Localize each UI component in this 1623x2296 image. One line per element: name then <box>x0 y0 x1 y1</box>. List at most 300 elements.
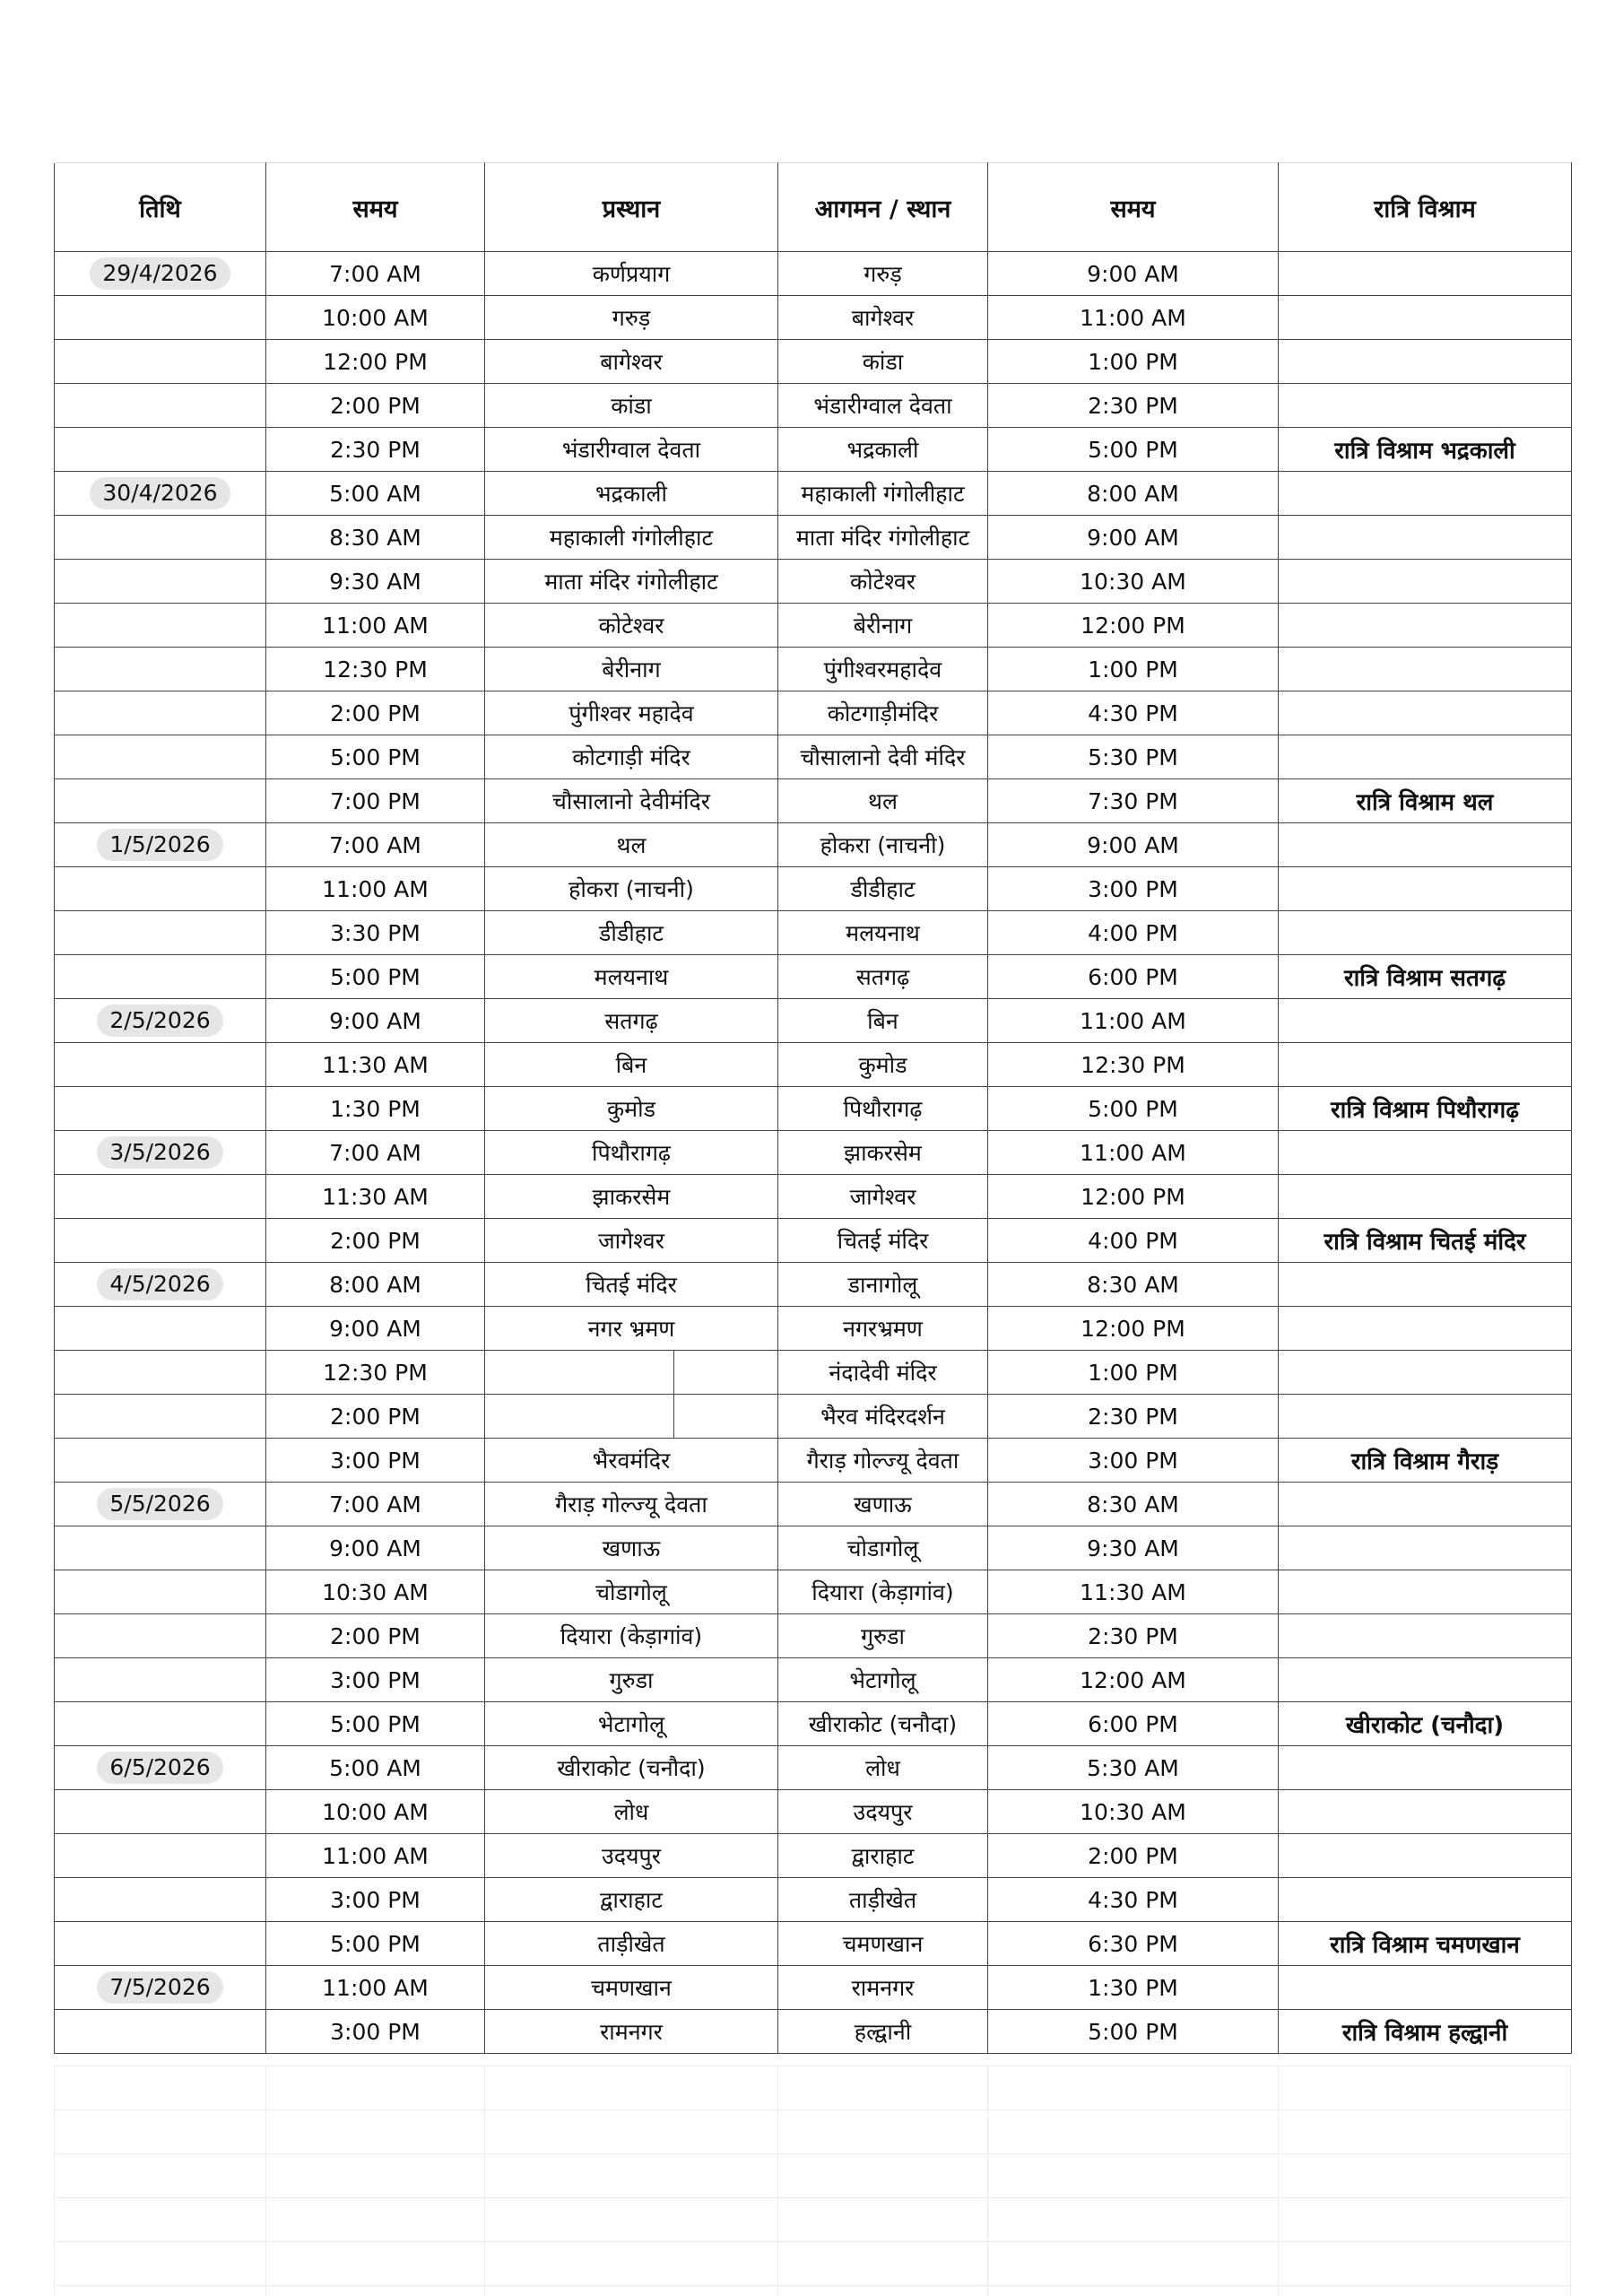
night-stay-cell <box>1279 823 1572 867</box>
night-stay-cell <box>1279 1614 1572 1658</box>
arrival-time-cell: 9:30 AM <box>988 1526 1279 1570</box>
arrival-time-cell: 1:00 PM <box>988 340 1279 384</box>
table-row <box>55 1175 1572 1219</box>
night-stay-cell: रात्रि विश्राम सतगढ़ <box>1279 955 1572 999</box>
departure-time-cell: 2:00 PM <box>266 384 485 428</box>
table-row <box>55 1658 1572 1702</box>
arrival-time-cell: 5:00 PM <box>988 2010 1279 2054</box>
date-cell <box>55 604 266 648</box>
departure-time-cell: 10:00 AM <box>266 296 485 340</box>
arrival-time-cell: 5:30 PM <box>988 735 1279 779</box>
date-cell <box>55 516 266 560</box>
table-row <box>55 1966 1572 2010</box>
night-stay-cell <box>1279 1131 1572 1175</box>
table-row <box>55 428 1572 472</box>
night-stay-cell <box>1279 516 1572 560</box>
arrival-place-cell: जागेश्वर <box>778 1175 988 1219</box>
table-row <box>55 1878 1572 1922</box>
arrival-place-cell: गैराड़ गोल्ज्यू देवता <box>778 1439 988 1483</box>
departure-time-cell: 3:00 PM <box>266 1439 485 1483</box>
arrival-time-cell: 4:30 PM <box>988 1878 1279 1922</box>
arrival-time-cell: 12:00 AM <box>988 1658 1279 1702</box>
night-stay-cell <box>1279 1483 1572 1526</box>
table-row <box>55 1439 1572 1483</box>
night-stay-cell: रात्रि विश्राम गैराड़ <box>1279 1439 1572 1483</box>
itinerary-table <box>54 162 1572 2054</box>
departure-time-cell: 5:00 PM <box>266 955 485 999</box>
arrival-place-cell: द्वाराहाट <box>778 1834 988 1878</box>
date-cell <box>55 428 266 472</box>
header-arrival-time: समय <box>988 163 1279 252</box>
arrival-place-cell: नगरभ्रमण <box>778 1307 988 1351</box>
arrival-place-cell: भंडारीग्वाल देवता <box>778 384 988 428</box>
arrival-time-cell: 2:30 PM <box>988 384 1279 428</box>
table-row <box>55 1395 1572 1439</box>
date-cell <box>55 1966 266 2010</box>
table-row <box>55 911 1572 955</box>
date-cell <box>55 560 266 604</box>
arrival-place-cell: ताड़ीखेत <box>778 1878 988 1922</box>
departure-time-cell: 1:30 PM <box>266 1087 485 1131</box>
departure-cell: पिथौरागढ़ <box>485 1131 778 1175</box>
date-cell <box>55 1746 266 1790</box>
arrival-time-cell: 4:00 PM <box>988 911 1279 955</box>
arrival-place-cell: मलयनाथ <box>778 911 988 955</box>
night-stay-cell <box>1279 472 1572 516</box>
arrival-time-cell: 6:00 PM <box>988 955 1279 999</box>
departure-cell: झाकरसेम <box>485 1175 778 1219</box>
departure-cell: रामनगर <box>485 2010 778 2054</box>
table-row <box>55 999 1572 1043</box>
arrival-place-cell: कोटेश्वर <box>778 560 988 604</box>
departure-time-cell: 3:00 PM <box>266 1658 485 1702</box>
night-stay-cell <box>1279 867 1572 911</box>
header-departure: प्रस्थान <box>485 163 778 252</box>
table-row <box>55 1307 1572 1351</box>
table-row <box>55 1043 1572 1087</box>
departure-cell: कोटेश्वर <box>485 604 778 648</box>
departure-time-cell: 10:00 AM <box>266 1790 485 1834</box>
table-row <box>55 1351 1572 1395</box>
arrival-time-cell: 11:00 AM <box>988 1131 1279 1175</box>
night-stay-cell <box>1279 1351 1572 1395</box>
date-cell <box>55 472 266 516</box>
header-departure-time: समय <box>266 163 485 252</box>
departure-cell: कांडा <box>485 384 778 428</box>
date-cell <box>55 1483 266 1526</box>
arrival-time-cell: 9:00 AM <box>988 252 1279 296</box>
date-cell <box>55 1351 266 1395</box>
departure-cell: कोटगाड़ी मंदिर <box>485 735 778 779</box>
date-cell <box>55 340 266 384</box>
departure-cell: भेटागोलू <box>485 1702 778 1746</box>
departure-time-cell: 2:00 PM <box>266 1614 485 1658</box>
departure-cell <box>485 1395 778 1439</box>
arrival-time-cell: 4:00 PM <box>988 1219 1279 1263</box>
night-stay-cell <box>1279 252 1572 296</box>
departure-cell: गरुड़ <box>485 296 778 340</box>
arrival-time-cell: 2:30 PM <box>988 1614 1279 1658</box>
arrival-time-cell: 1:30 PM <box>988 1966 1279 2010</box>
night-stay-cell <box>1279 1658 1572 1702</box>
date-cell <box>55 1043 266 1087</box>
date-cell <box>55 691 266 735</box>
arrival-place-cell: चमणखान <box>778 1922 988 1966</box>
departure-time-cell: 2:00 PM <box>266 1395 485 1439</box>
table-row <box>55 1790 1572 1834</box>
arrival-time-cell: 7:30 PM <box>988 779 1279 823</box>
arrival-place-cell: भद्रकाली <box>778 428 988 472</box>
departure-time-cell: 10:30 AM <box>266 1570 485 1614</box>
departure-cell: उदयपुर <box>485 1834 778 1878</box>
arrival-time-cell: 5:00 PM <box>988 1087 1279 1131</box>
night-stay-cell <box>1279 1570 1572 1614</box>
departure-time-cell: 7:00 AM <box>266 1483 485 1526</box>
departure-cell: चितई मंदिर <box>485 1263 778 1307</box>
night-stay-cell <box>1279 1175 1572 1219</box>
table-row <box>55 1263 1572 1307</box>
departure-time-cell: 12:00 PM <box>266 340 485 384</box>
table-row <box>55 1746 1572 1790</box>
departure-cell: खणाऊ <box>485 1526 778 1570</box>
departure-time-cell: 9:00 AM <box>266 1526 485 1570</box>
departure-time-cell: 8:30 AM <box>266 516 485 560</box>
date-chip[interactable]: 2/5/2026 <box>97 1004 222 1037</box>
night-stay-cell <box>1279 1878 1572 1922</box>
departure-cell: नगर भ्रमण <box>485 1307 778 1351</box>
departure-cell: चोडागोलू <box>485 1570 778 1614</box>
date-cell <box>55 1307 266 1351</box>
arrival-time-cell: 1:00 PM <box>988 648 1279 691</box>
date-cell <box>55 1526 266 1570</box>
header-night-stay: रात्रि विश्राम <box>1279 163 1572 252</box>
night-stay-cell <box>1279 340 1572 384</box>
night-stay-cell <box>1279 1526 1572 1570</box>
arrival-place-cell: कोटगाड़ीमंदिर <box>778 691 988 735</box>
departure-cell: कर्णप्रयाग <box>485 252 778 296</box>
departure-time-cell: 11:30 AM <box>266 1175 485 1219</box>
night-stay-cell <box>1279 1746 1572 1790</box>
departure-time-cell: 8:00 AM <box>266 1263 485 1307</box>
departure-cell: गैराड़ गोल्ज्यू देवता <box>485 1483 778 1526</box>
departure-time-cell: 3:00 PM <box>266 2010 485 2054</box>
date-cell <box>55 1922 266 1966</box>
date-chip[interactable]: 29/4/2026 <box>90 257 230 290</box>
date-chip[interactable]: 5/5/2026 <box>97 1488 222 1520</box>
arrival-time-cell: 4:30 PM <box>988 691 1279 735</box>
arrival-place-cell: नंदादेवी मंदिर <box>778 1351 988 1395</box>
arrival-place-cell: गुरुडा <box>778 1614 988 1658</box>
departure-cell: खीराकोट (चनौदा) <box>485 1746 778 1790</box>
departure-cell: भैरवमंदिर <box>485 1439 778 1483</box>
arrival-time-cell: 3:00 PM <box>988 867 1279 911</box>
departure-time-cell: 7:00 PM <box>266 779 485 823</box>
date-cell <box>55 1702 266 1746</box>
departure-cell: सतगढ़ <box>485 999 778 1043</box>
departure-time-cell: 5:00 AM <box>266 1746 485 1790</box>
departure-time-cell: 7:00 AM <box>266 823 485 867</box>
departure-time-cell: 2:30 PM <box>266 428 485 472</box>
departure-time-cell: 2:00 PM <box>266 691 485 735</box>
table-row <box>55 1614 1572 1658</box>
date-chip[interactable]: 4/5/2026 <box>97 1268 222 1300</box>
arrival-time-cell: 12:00 PM <box>988 604 1279 648</box>
date-chip[interactable]: 7/5/2026 <box>97 1971 222 2004</box>
departure-time-cell: 7:00 AM <box>266 1131 485 1175</box>
arrival-time-cell: 8:00 AM <box>988 472 1279 516</box>
table-row <box>55 1702 1572 1746</box>
date-cell <box>55 823 266 867</box>
date-cell <box>55 384 266 428</box>
date-cell <box>55 999 266 1043</box>
date-cell <box>55 1790 266 1834</box>
arrival-time-cell: 6:00 PM <box>988 1702 1279 1746</box>
departure-cell: कुमोड <box>485 1087 778 1131</box>
itinerary-body <box>55 252 1572 2054</box>
arrival-time-cell: 11:00 AM <box>988 999 1279 1043</box>
arrival-place-cell: चोडागोलू <box>778 1526 988 1570</box>
night-stay-cell <box>1279 999 1572 1043</box>
arrival-place-cell: भेटागोलू <box>778 1658 988 1702</box>
date-cell <box>55 252 266 296</box>
departure-cell: लोध <box>485 1790 778 1834</box>
arrival-time-cell: 2:30 PM <box>988 1395 1279 1439</box>
departure-time-cell: 11:00 AM <box>266 867 485 911</box>
arrival-place-cell: पुंगीश्वरमहादेव <box>778 648 988 691</box>
departure-cell: बेरीनाग <box>485 648 778 691</box>
departure-cell <box>485 1351 778 1395</box>
table-row <box>55 1087 1572 1131</box>
night-stay-cell <box>1279 384 1572 428</box>
date-chip[interactable]: 3/5/2026 <box>97 1136 222 1169</box>
arrival-place-cell: रामनगर <box>778 1966 988 2010</box>
table-row <box>55 1922 1572 1966</box>
night-stay-cell <box>1279 1263 1572 1307</box>
date-cell <box>55 779 266 823</box>
header-arrival-place: आगमन / स्थान <box>778 163 988 252</box>
arrival-place-cell: भैरव मंदिरदर्शन <box>778 1395 988 1439</box>
departure-cell: जागेश्वर <box>485 1219 778 1263</box>
arrival-time-cell: 1:00 PM <box>988 1351 1279 1395</box>
table-row <box>55 1131 1572 1175</box>
table-row <box>55 867 1572 911</box>
departure-time-cell: 7:00 AM <box>266 252 485 296</box>
table-row <box>55 1526 1572 1570</box>
night-stay-cell: रात्रि विश्राम चमणखान <box>1279 1922 1572 1966</box>
itinerary-sheet <box>54 162 1571 2054</box>
date-cell <box>55 1570 266 1614</box>
table-row <box>55 384 1572 428</box>
night-stay-cell <box>1279 735 1572 779</box>
night-stay-cell: रात्रि विश्राम चितई मंदिर <box>1279 1219 1572 1263</box>
departure-cell: गुरुडा <box>485 1658 778 1702</box>
table-row <box>55 735 1572 779</box>
night-stay-cell <box>1279 1395 1572 1439</box>
table-row <box>55 340 1572 384</box>
date-cell <box>55 867 266 911</box>
departure-time-cell: 2:00 PM <box>266 1219 485 1263</box>
night-stay-cell <box>1279 1307 1572 1351</box>
departure-cell: महाकाली गंगोलीहाट <box>485 516 778 560</box>
date-cell <box>55 1834 266 1878</box>
arrival-time-cell: 6:30 PM <box>988 1922 1279 1966</box>
departure-time-cell: 9:30 AM <box>266 560 485 604</box>
departure-time-cell: 5:00 AM <box>266 472 485 516</box>
arrival-time-cell: 9:00 AM <box>988 823 1279 867</box>
date-chip[interactable]: 30/4/2026 <box>90 477 230 509</box>
night-stay-cell: रात्रि विश्राम हल्द्वानी <box>1279 2010 1572 2054</box>
arrival-place-cell: चौसालानो देवी मंदिर <box>778 735 988 779</box>
table-row <box>55 560 1572 604</box>
date-cell <box>55 1878 266 1922</box>
date-cell <box>55 1658 266 1702</box>
arrival-place-cell: सतगढ़ <box>778 955 988 999</box>
arrival-time-cell: 10:30 AM <box>988 560 1279 604</box>
departure-time-cell: 3:30 PM <box>266 911 485 955</box>
table-row <box>55 779 1572 823</box>
departure-cell: थल <box>485 823 778 867</box>
arrival-place-cell: डीडीहाट <box>778 867 988 911</box>
arrival-place-cell: उदयपुर <box>778 1790 988 1834</box>
arrival-place-cell: लोध <box>778 1746 988 1790</box>
table-row <box>55 604 1572 648</box>
departure-time-cell: 9:00 AM <box>266 999 485 1043</box>
table-row <box>55 472 1572 516</box>
arrival-place-cell: पिथौरागढ़ <box>778 1087 988 1131</box>
table-row <box>55 252 1572 296</box>
night-stay-cell <box>1279 296 1572 340</box>
departure-time-cell: 11:30 AM <box>266 1043 485 1087</box>
date-cell <box>55 1395 266 1439</box>
night-stay-cell <box>1279 560 1572 604</box>
arrival-place-cell: हल्द्वानी <box>778 2010 988 2054</box>
arrival-place-cell: गरुड़ <box>778 252 988 296</box>
table-row <box>55 296 1572 340</box>
departure-time-cell: 11:00 AM <box>266 604 485 648</box>
table-row <box>55 691 1572 735</box>
arrival-time-cell: 5:00 PM <box>988 428 1279 472</box>
arrival-place-cell: दियारा (केड़ागांव) <box>778 1570 988 1614</box>
arrival-place-cell: खीराकोट (चनौदा) <box>778 1702 988 1746</box>
arrival-place-cell: कुमोड <box>778 1043 988 1087</box>
arrival-time-cell: 10:30 AM <box>988 1790 1279 1834</box>
departure-cell: मलयनाथ <box>485 955 778 999</box>
date-chip[interactable]: 1/5/2026 <box>97 829 222 861</box>
arrival-time-cell: 9:00 AM <box>988 516 1279 560</box>
arrival-place-cell: माता मंदिर गंगोलीहाट <box>778 516 988 560</box>
night-stay-cell <box>1279 648 1572 691</box>
date-cell <box>55 955 266 999</box>
night-stay-cell <box>1279 911 1572 955</box>
arrival-place-cell: बागेश्वर <box>778 296 988 340</box>
departure-cell: भंडारीग्वाल देवता <box>485 428 778 472</box>
departure-cell: बागेश्वर <box>485 340 778 384</box>
table-row <box>55 2010 1572 2054</box>
departure-time-cell: 3:00 PM <box>266 1878 485 1922</box>
departure-cell: दियारा (केड़ागांव) <box>485 1614 778 1658</box>
table-row <box>55 516 1572 560</box>
date-cell <box>55 1175 266 1219</box>
date-cell <box>55 648 266 691</box>
departure-cell: पुंगीश्वर महादेव <box>485 691 778 735</box>
night-stay-cell: रात्रि विश्राम भद्रकाली <box>1279 428 1572 472</box>
arrival-place-cell: बिन <box>778 999 988 1043</box>
departure-cell: द्वाराहाट <box>485 1878 778 1922</box>
table-row <box>55 955 1572 999</box>
arrival-time-cell: 12:30 PM <box>988 1043 1279 1087</box>
header-date: तिथि <box>55 163 266 252</box>
departure-time-cell: 5:00 PM <box>266 1922 485 1966</box>
arrival-place-cell: झाकरसेम <box>778 1131 988 1175</box>
date-cell <box>55 1439 266 1483</box>
arrival-time-cell: 5:30 AM <box>988 1746 1279 1790</box>
departure-time-cell: 9:00 AM <box>266 1307 485 1351</box>
arrival-time-cell: 2:00 PM <box>988 1834 1279 1878</box>
night-stay-cell: रात्रि विश्राम पिथौरागढ़ <box>1279 1087 1572 1131</box>
departure-cell: डीडीहाट <box>485 911 778 955</box>
arrival-place-cell: महाकाली गंगोलीहाट <box>778 472 988 516</box>
arrival-place-cell: कांडा <box>778 340 988 384</box>
departure-time-cell: 11:00 AM <box>266 1966 485 2010</box>
arrival-time-cell: 12:00 PM <box>988 1175 1279 1219</box>
date-cell <box>55 1219 266 1263</box>
night-stay-cell: रात्रि विश्राम थल <box>1279 779 1572 823</box>
departure-time-cell: 5:00 PM <box>266 735 485 779</box>
table-row <box>55 1834 1572 1878</box>
departure-time-cell: 11:00 AM <box>266 1834 485 1878</box>
date-cell <box>55 1263 266 1307</box>
arrival-place-cell: होकरा (नाचनी) <box>778 823 988 867</box>
departure-cell: होकरा (नाचनी) <box>485 867 778 911</box>
arrival-place-cell: खणाऊ <box>778 1483 988 1526</box>
departure-time-cell: 12:30 PM <box>266 648 485 691</box>
night-stay-cell <box>1279 1966 1572 2010</box>
arrival-place-cell: थल <box>778 779 988 823</box>
departure-cell: चौसालानो देवीमंदिर <box>485 779 778 823</box>
header-row <box>55 163 1572 252</box>
arrival-time-cell: 8:30 AM <box>988 1483 1279 1526</box>
table-row <box>55 1483 1572 1526</box>
night-stay-cell <box>1279 691 1572 735</box>
arrival-time-cell: 11:30 AM <box>988 1570 1279 1614</box>
departure-cell: ताड़ीखेत <box>485 1922 778 1966</box>
night-stay-cell <box>1279 1834 1572 1878</box>
night-stay-cell: खीराकोट (चनौदा) <box>1279 1702 1572 1746</box>
date-cell <box>55 735 266 779</box>
arrival-place-cell: डानागोलू <box>778 1263 988 1307</box>
departure-cell: भद्रकाली <box>485 472 778 516</box>
table-row <box>55 823 1572 867</box>
departure-cell: बिन <box>485 1043 778 1087</box>
night-stay-cell <box>1279 604 1572 648</box>
departure-time-cell: 5:00 PM <box>266 1702 485 1746</box>
night-stay-cell <box>1279 1043 1572 1087</box>
arrival-time-cell: 8:30 AM <box>988 1263 1279 1307</box>
date-cell <box>55 2010 266 2054</box>
night-stay-cell <box>1279 1790 1572 1834</box>
arrival-time-cell: 12:00 PM <box>988 1307 1279 1351</box>
arrival-place-cell: बेरीनाग <box>778 604 988 648</box>
date-cell <box>55 1131 266 1175</box>
arrival-time-cell: 3:00 PM <box>988 1439 1279 1483</box>
date-cell <box>55 296 266 340</box>
arrival-time-cell: 11:00 AM <box>988 296 1279 340</box>
date-chip[interactable]: 6/5/2026 <box>97 1752 222 1784</box>
table-row <box>55 1219 1572 1263</box>
arrival-place-cell: चितई मंदिर <box>778 1219 988 1263</box>
date-cell <box>55 1087 266 1131</box>
table-row <box>55 648 1572 691</box>
